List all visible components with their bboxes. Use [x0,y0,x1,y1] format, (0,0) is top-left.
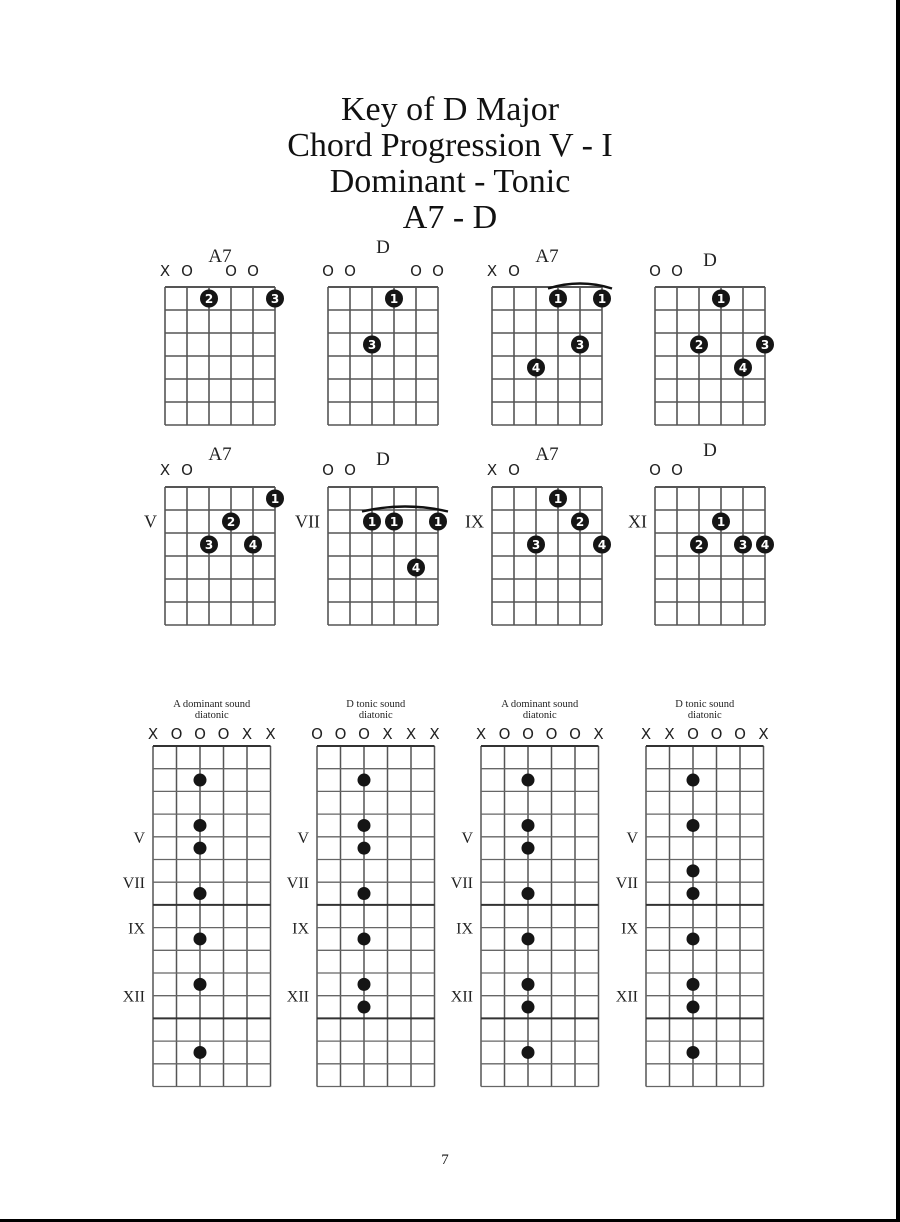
finger-number: 1 [270,492,280,506]
muted-string-mark: X [664,725,675,743]
title-line-key: Key of D Major [340,91,560,128]
open-string-mark: O [322,461,334,479]
scale-note-dot [194,887,207,900]
finger-number: 2 [575,515,585,529]
fret-position-label: VII [450,875,473,893]
chord-diagram [628,440,774,625]
muted-string-mark: X [758,725,769,743]
title-line-progression: Chord Progression V - I [287,127,613,164]
muted-string-mark: X [405,725,417,743]
muted-string-mark: X [159,461,171,479]
chord-name: A7 [535,246,559,267]
scale-note-dot [687,1001,700,1014]
scale-note-dot [358,842,371,855]
fret-position-label: V [461,829,473,847]
fret-position-label: XII [615,988,638,1006]
scale-note-dot [194,774,207,787]
open-string-mark: O [181,262,193,280]
fret-position-label: XII [122,988,145,1006]
open-string-mark: O [194,725,206,743]
fret-position-label: VII [615,875,638,893]
finger-number: 4 [248,538,258,552]
neck-caption: diatonic [522,710,557,721]
open-string-mark: O [432,262,444,280]
open-string-mark: O [569,725,581,743]
scale-note-dot [194,978,207,991]
scale-note-dot [522,932,535,945]
scale-note-dot [522,887,535,900]
scale-note-dot [522,1001,535,1014]
muted-string-mark: X [486,461,498,479]
fret-position-label: V [626,829,638,847]
open-string-mark: O [322,262,334,280]
finger-number: 4 [738,361,748,375]
chord-name: D [376,237,390,258]
neck-caption: diatonic [194,710,229,721]
open-string-mark: O [671,262,683,280]
open-string-mark: O [311,725,323,743]
muted-string-mark: X [429,725,440,743]
finger-number: 2 [204,292,214,306]
fret-position-label: IX [292,920,309,938]
scale-note-dot [522,842,535,855]
chord-diagram [465,444,611,625]
scale-note-dot [358,1001,371,1014]
fret-position-label: VII [295,511,320,532]
scale-note-dot [194,819,207,832]
finger-number: 2 [226,515,236,529]
open-string-mark: O [671,461,683,479]
fret-position-label: V [297,829,309,847]
chord-diagram [487,246,612,425]
finger-number: 1 [553,492,563,506]
chord-diagram [144,444,284,625]
fret-position-label: IX [621,920,638,938]
page-border-right [896,0,900,1222]
finger-number: 1 [597,292,607,306]
neck-caption: D tonic sound [346,699,406,710]
fret-position-label: IX [128,920,145,938]
fret-position-label: XI [628,511,647,532]
chord-diagram [295,449,448,625]
finger-number: 1 [553,292,563,306]
scale-note-dot [194,842,207,855]
open-string-mark: O [344,461,356,479]
fret-position-label: VII [286,875,309,893]
chord-diagram [322,237,444,425]
muted-string-mark: X [475,725,487,743]
fret-position-label: VII [122,875,145,893]
open-string-mark: O [344,262,356,280]
open-string-mark: O [247,262,259,280]
chord-name: D [703,440,717,461]
muted-string-mark: X [593,725,604,743]
neck-caption: diatonic [358,710,393,721]
muted-string-mark: X [265,725,276,743]
finger-number: 1 [367,515,377,529]
open-string-mark: O [217,725,230,743]
scale-note-dot [687,887,700,900]
finger-number: 3 [367,338,377,352]
scale-neck-diagram [287,699,440,1087]
finger-number: 4 [760,538,770,552]
scale-note-dot [687,932,700,945]
open-string-mark: O [649,461,661,479]
finger-number: 3 [760,338,770,352]
scale-note-dot [194,932,207,945]
scale-neck-diagram [451,699,604,1087]
scale-note-dot [687,774,700,787]
scale-neck-diagram [616,699,769,1087]
chord-name: A7 [208,444,232,465]
neck-caption: A dominant sound [501,699,579,710]
open-string-mark: O [170,725,183,743]
chord-name: D [703,250,717,271]
finger-number: 1 [433,515,443,529]
open-string-mark: O [649,262,661,280]
chord-name: D [376,449,390,470]
title-line-chords: A7 - D [402,199,498,236]
finger-number: 1 [389,292,399,306]
fret-position-label: IX [465,511,484,532]
open-string-mark: O [358,725,370,743]
neck-caption: D tonic sound [675,699,735,710]
fret-position-label: V [133,829,145,847]
scale-note-dot [687,978,700,991]
finger-number: 4 [531,361,541,375]
open-string-mark: O [508,262,520,280]
scale-note-dot [358,978,371,991]
chord-diagram [160,246,284,425]
open-string-mark: O [522,725,534,743]
open-string-mark: O [687,725,699,743]
scale-note-dot [522,978,535,991]
fret-position-label: XII [450,988,473,1006]
scale-note-dot [522,1046,535,1059]
open-string-mark: O [334,725,347,743]
fret-position-label: V [144,511,157,532]
open-string-mark: O [181,461,193,479]
scale-note-dot [358,932,371,945]
finger-number: 4 [411,561,421,575]
muted-string-mark: X [486,262,498,280]
title-line-function: Dominant - Tonic [329,163,571,200]
finger-number: 3 [270,292,280,306]
scale-note-dot [687,819,700,832]
open-string-mark: O [225,262,237,280]
chord-diagram [649,250,774,425]
muted-string-mark: X [640,725,652,743]
open-string-mark: O [545,725,558,743]
neck-caption: diatonic [687,710,722,721]
open-string-mark: O [410,262,422,280]
neck-caption: A dominant sound [173,699,251,710]
scale-neck-diagram [123,699,276,1087]
finger-number: 1 [389,515,399,529]
open-string-mark: O [710,725,723,743]
scale-note-dot [687,864,700,877]
muted-string-mark: X [382,725,393,743]
scale-note-dot [358,774,371,787]
finger-number: 2 [694,538,704,552]
finger-number: 3 [738,538,748,552]
fret-position-label: IX [456,920,473,938]
scale-note-dot [194,1046,207,1059]
scale-note-dot [522,819,535,832]
scale-note-dot [358,887,371,900]
finger-number: 4 [597,538,607,552]
page-number: 7 [441,1152,449,1168]
open-string-mark: O [498,725,511,743]
finger-number: 2 [694,338,704,352]
chord-name: A7 [208,246,232,267]
finger-number: 3 [531,538,541,552]
finger-number: 1 [716,292,726,306]
fret-position-label: XII [286,988,309,1006]
muted-string-mark: X [147,725,159,743]
open-string-mark: O [734,725,746,743]
finger-number: 1 [716,515,726,529]
muted-string-mark: X [159,262,171,280]
scale-note-dot [687,1046,700,1059]
open-string-mark: O [508,461,520,479]
scale-note-dot [358,819,371,832]
finger-number: 3 [204,538,214,552]
finger-number: 3 [575,338,585,352]
chord-name: A7 [535,444,559,465]
scale-note-dot [522,774,535,787]
muted-string-mark: X [241,725,253,743]
